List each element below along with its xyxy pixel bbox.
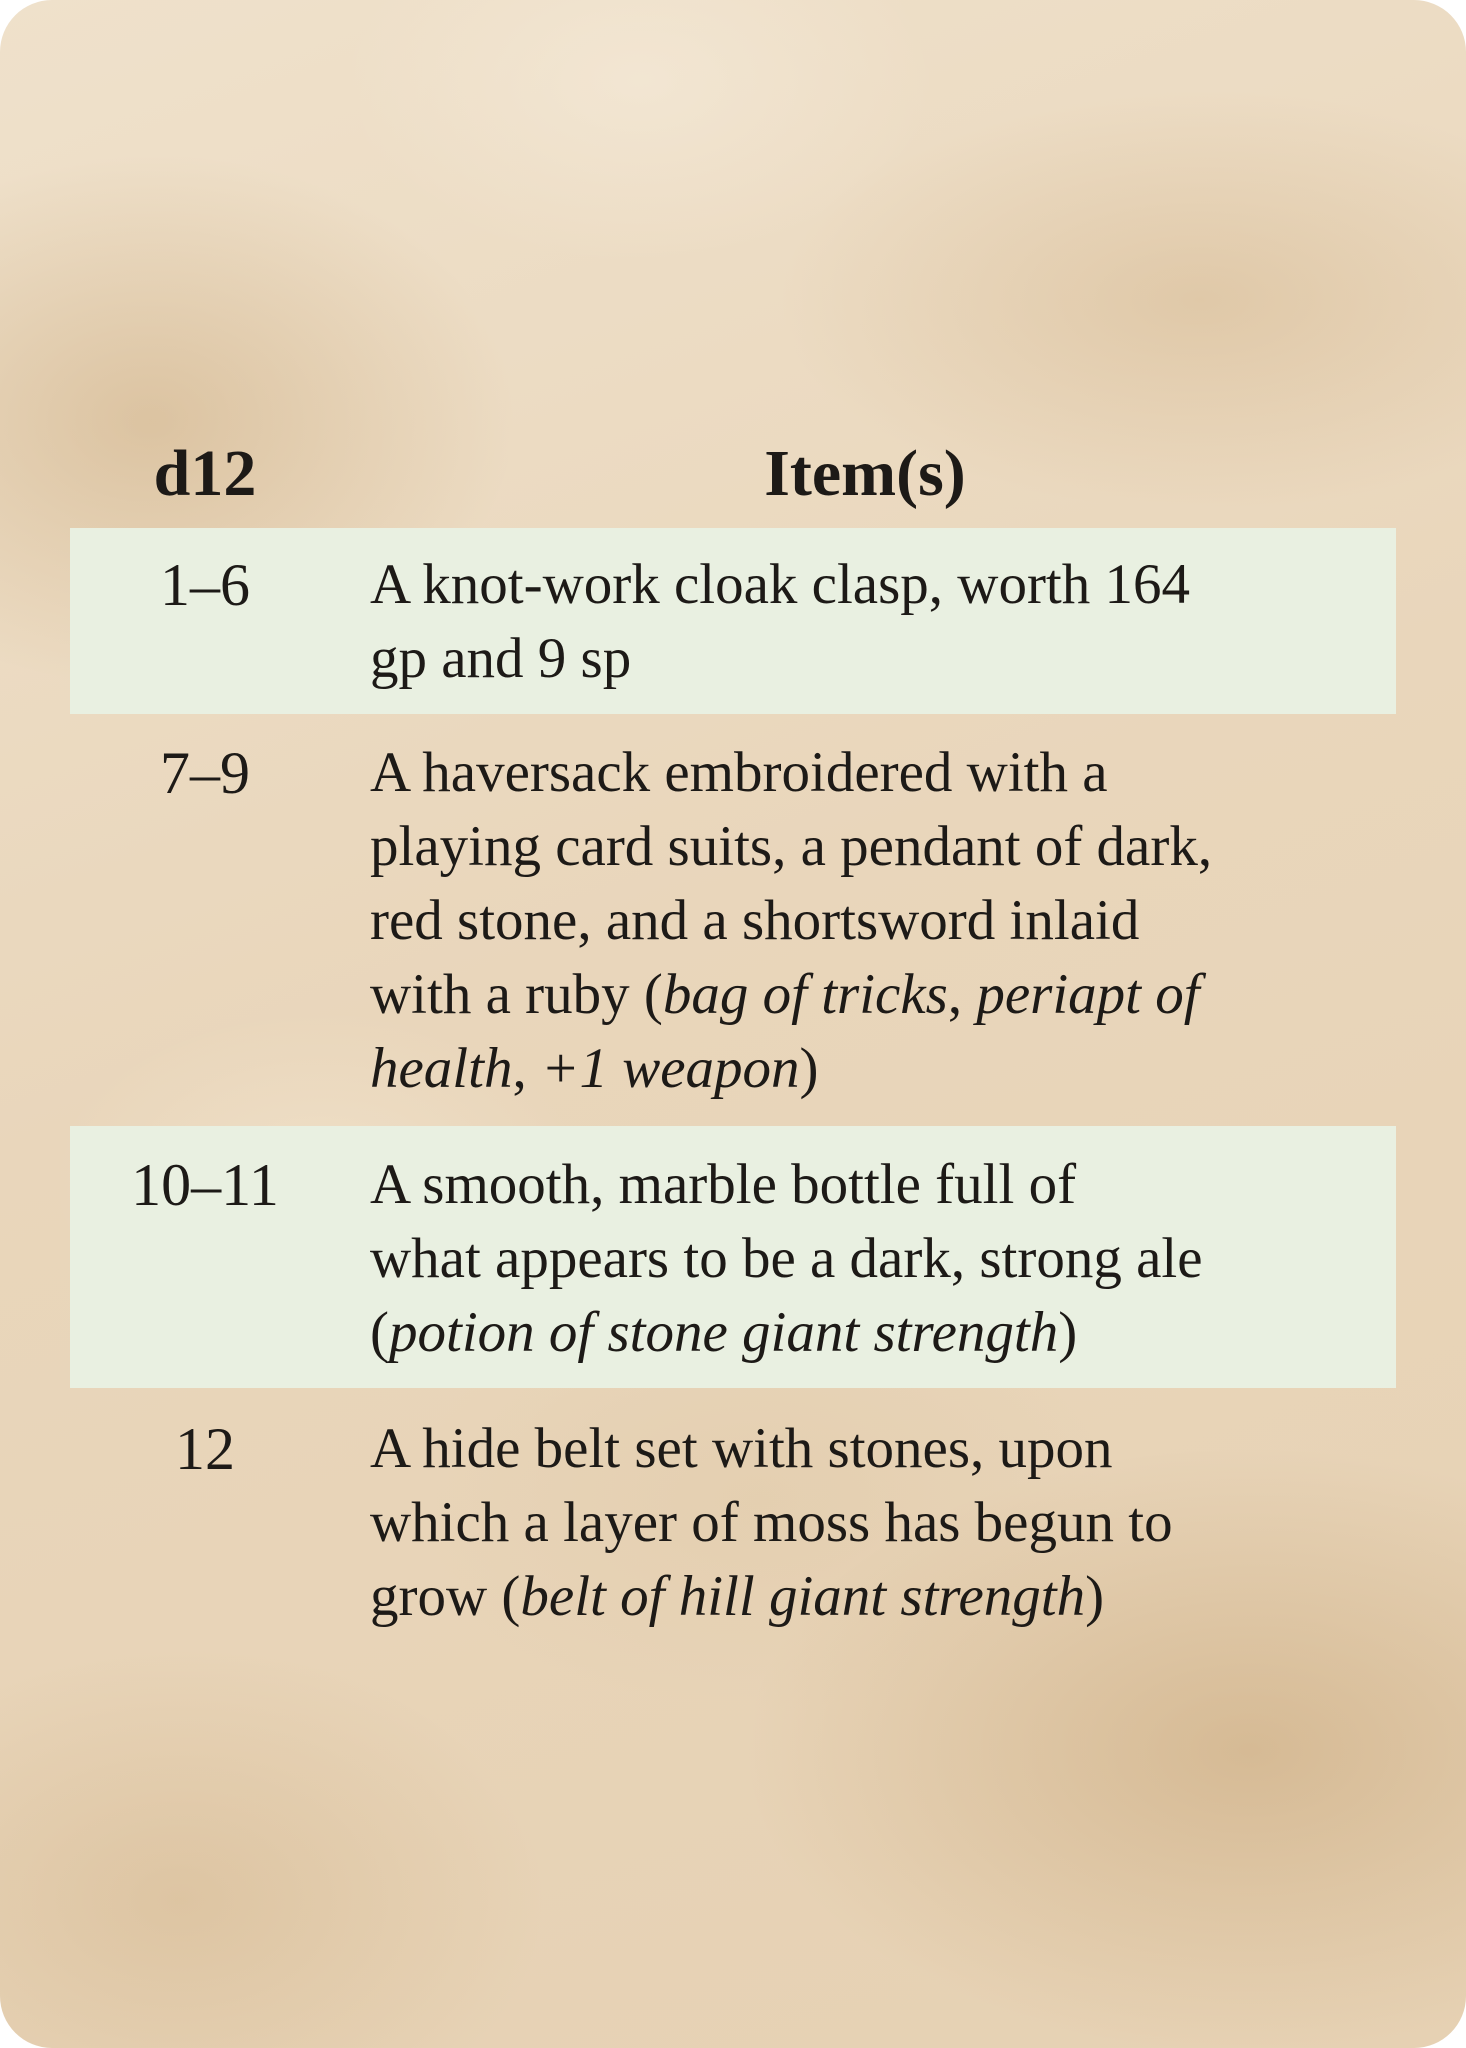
loot-table: [70, 418, 1396, 1648]
item-description: [370, 1412, 1380, 1648]
description-line: A smooth, marble bottle full of: [370, 1153, 1077, 1216]
magic-item-name: bag of tricks: [662, 963, 948, 1026]
separator-text: ,: [947, 963, 977, 1026]
magic-item-name: health: [370, 1037, 513, 1100]
item-description: [370, 736, 1380, 1126]
table-header: [70, 418, 1396, 528]
description-line: [370, 1296, 1380, 1370]
table-row: [70, 528, 1396, 714]
column-header-roll: d12: [153, 437, 257, 510]
description-line: [370, 1560, 1380, 1634]
table-row: [70, 1126, 1396, 1388]
separator-text: ,: [512, 1037, 541, 1100]
description-line: A hide belt set with stones, upon: [370, 1417, 1113, 1480]
roll-range: 7–9: [160, 740, 250, 806]
description-text: with a ruby (: [370, 963, 663, 1026]
table-row: [70, 714, 1396, 1126]
opening-paren: (: [370, 1301, 389, 1364]
closing-paren: ): [799, 1037, 819, 1100]
column-header-items: Item(s): [764, 437, 966, 510]
magic-item-name: periapt of: [976, 963, 1200, 1026]
description-line: red stone, and a shortsword inlaid: [370, 889, 1140, 952]
description-line: [370, 1032, 1380, 1106]
description-line: which a layer of moss has begun to: [370, 1491, 1173, 1554]
description-line: what appears to be a dark, strong ale: [370, 1227, 1203, 1290]
roll-range: 10–11: [131, 1152, 279, 1218]
roll-range: 12: [175, 1416, 235, 1482]
closing-paren: ): [1058, 1301, 1078, 1364]
magic-item-name: +1 weapon: [540, 1037, 800, 1100]
description-line: A haversack embroidered with a: [370, 741, 1108, 804]
closing-paren: ): [1085, 1565, 1105, 1628]
magic-item-name: belt of hill giant strength: [520, 1565, 1086, 1628]
magic-item-name: potion of stone giant strength: [388, 1301, 1059, 1364]
roll-range: 1–6: [160, 552, 250, 618]
item-description: [370, 548, 1380, 714]
description-line: gp and 9 sp: [370, 627, 632, 690]
description-line: [370, 958, 1380, 1032]
description-text: grow (: [370, 1565, 521, 1628]
description-line: A knot-work cloak clasp, worth 164: [370, 553, 1191, 616]
table-row: [70, 1388, 1396, 1648]
description-line: playing card suits, a pendant of dark,: [370, 815, 1213, 878]
item-description: [370, 1148, 1380, 1388]
